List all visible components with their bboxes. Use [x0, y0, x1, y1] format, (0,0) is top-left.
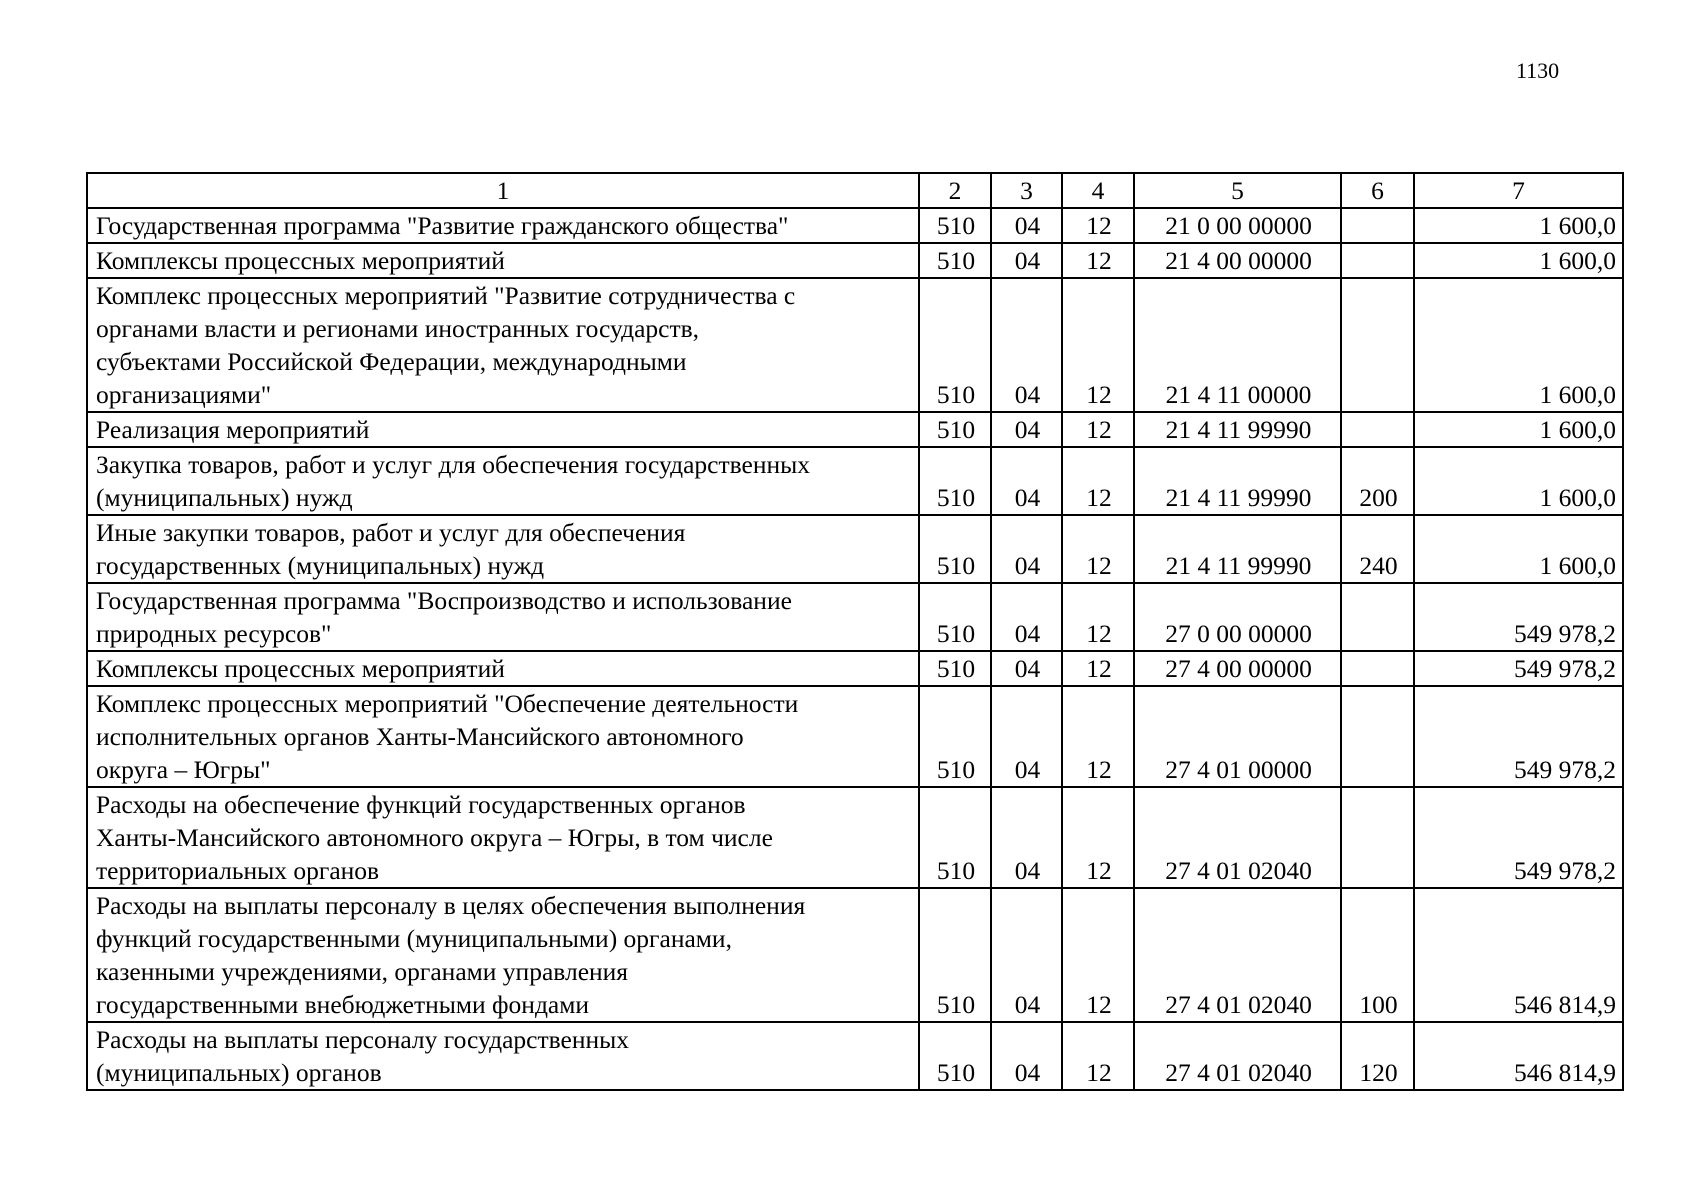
table-row [87, 515, 1623, 583]
cell-name: Расходы на выплаты персоналу государственных (муниципальных) органов [87, 1022, 919, 1090]
cell-target-article: 27 4 00 00000 [1134, 651, 1341, 686]
cell-target-article: 21 4 00 00000 [1134, 243, 1341, 278]
cell-subsection: 12 [1062, 208, 1134, 243]
cell-target-article: 27 4 01 02040 [1134, 787, 1341, 888]
cell-subsection: 12 [1062, 787, 1134, 888]
cell-amount: 549 978,2 [1414, 787, 1623, 888]
column-header-expense-type: 6 [1341, 173, 1414, 208]
cell-subsection: 12 [1062, 686, 1134, 787]
cell-section: 04 [991, 686, 1062, 787]
column-header-name: 1 [87, 173, 919, 208]
cell-expense-type [1341, 243, 1414, 278]
cell-name: Реализация мероприятий [87, 412, 919, 447]
cell-amount: 549 978,2 [1414, 651, 1623, 686]
cell-section: 04 [991, 278, 1062, 412]
cell-amount: 1 600,0 [1414, 208, 1623, 243]
cell-amount: 546 814,9 [1414, 888, 1623, 1022]
cell-name: Комплекс процессных мероприятий "Обеспечение деятельности исполнительных органов Ханты-Мансийского автономного округа – Югры" [87, 686, 919, 787]
cell-name: Иные закупки товаров, работ и услуг для обеспечения государственных (муниципальных) нужд [87, 515, 919, 583]
cell-name: Государственная программа "Воспроизводство и использование природных ресурсов" [87, 583, 919, 651]
cell-grbs: 510 [919, 447, 991, 515]
cell-grbs: 510 [919, 412, 991, 447]
cell-subsection: 12 [1062, 412, 1134, 447]
cell-amount: 1 600,0 [1414, 447, 1623, 515]
cell-amount: 1 600,0 [1414, 515, 1623, 583]
cell-subsection: 12 [1062, 583, 1134, 651]
cell-target-article: 27 4 01 00000 [1134, 686, 1341, 787]
cell-target-article: 21 4 11 99990 [1134, 515, 1341, 583]
cell-name: Закупка товаров, работ и услуг для обеспечения государственных (муниципальных) нужд [87, 447, 919, 515]
cell-name: Комплексы процессных мероприятий [87, 243, 919, 278]
table-row [87, 787, 1623, 888]
cell-section: 04 [991, 651, 1062, 686]
cell-grbs: 510 [919, 787, 991, 888]
cell-expense-type: 100 [1341, 888, 1414, 1022]
cell-grbs: 510 [919, 686, 991, 787]
cell-amount: 1 600,0 [1414, 278, 1623, 412]
column-header-subsection: 4 [1062, 173, 1134, 208]
cell-name: Государственная программа "Развитие гражданского общества" [87, 208, 919, 243]
column-header-target-article: 5 [1134, 173, 1341, 208]
table-row [87, 447, 1623, 515]
cell-target-article: 21 4 11 99990 [1134, 447, 1341, 515]
cell-grbs: 510 [919, 888, 991, 1022]
budget-table [86, 172, 1624, 1091]
header-row [87, 173, 1623, 208]
cell-subsection: 12 [1062, 888, 1134, 1022]
cell-expense-type [1341, 787, 1414, 888]
cell-grbs: 510 [919, 651, 991, 686]
cell-expense-type [1341, 686, 1414, 787]
cell-section: 04 [991, 888, 1062, 1022]
cell-section: 04 [991, 243, 1062, 278]
table-row [87, 208, 1623, 243]
cell-amount: 549 978,2 [1414, 583, 1623, 651]
cell-expense-type: 240 [1341, 515, 1414, 583]
cell-target-article: 27 0 00 00000 [1134, 583, 1341, 651]
cell-section: 04 [991, 515, 1062, 583]
cell-target-article: 27 4 01 02040 [1134, 888, 1341, 1022]
cell-expense-type [1341, 208, 1414, 243]
page-number: 1130 [1516, 58, 1560, 83]
cell-expense-type [1341, 651, 1414, 686]
cell-grbs: 510 [919, 243, 991, 278]
cell-subsection: 12 [1062, 1022, 1134, 1090]
table-row [87, 686, 1623, 787]
cell-subsection: 12 [1062, 515, 1134, 583]
cell-section: 04 [991, 447, 1062, 515]
table-row [87, 651, 1623, 686]
cell-section: 04 [991, 412, 1062, 447]
column-header-section: 3 [991, 173, 1062, 208]
cell-section: 04 [991, 1022, 1062, 1090]
cell-target-article: 27 4 01 02040 [1134, 1022, 1341, 1090]
cell-grbs: 510 [919, 515, 991, 583]
cell-grbs: 510 [919, 278, 991, 412]
column-header-grbs: 2 [919, 173, 991, 208]
cell-target-article: 21 0 00 00000 [1134, 208, 1341, 243]
table-body [87, 208, 1623, 1090]
cell-expense-type: 200 [1341, 447, 1414, 515]
table-row [87, 412, 1623, 447]
table-row [87, 888, 1623, 1022]
cell-amount: 546 814,9 [1414, 1022, 1623, 1090]
table-row [87, 1022, 1623, 1090]
cell-name: Комплексы процессных мероприятий [87, 651, 919, 686]
cell-amount: 1 600,0 [1414, 412, 1623, 447]
cell-subsection: 12 [1062, 278, 1134, 412]
cell-amount: 549 978,2 [1414, 686, 1623, 787]
cell-subsection: 12 [1062, 243, 1134, 278]
table-row [87, 583, 1623, 651]
cell-grbs: 510 [919, 583, 991, 651]
cell-section: 04 [991, 583, 1062, 651]
table-row [87, 243, 1623, 278]
cell-name: Комплекс процессных мероприятий "Развитие сотрудничества с органами власти и регионами иностранных государств, субъектами Российской Федерации, международными организациями" [87, 278, 919, 412]
cell-expense-type: 120 [1341, 1022, 1414, 1090]
cell-name: Расходы на обеспечение функций государственных органов Ханты-Мансийского автономного округа – Югры, в том числе территориальных органов [87, 787, 919, 888]
cell-subsection: 12 [1062, 447, 1134, 515]
cell-expense-type [1341, 412, 1414, 447]
cell-section: 04 [991, 787, 1062, 888]
column-header-amount: 7 [1414, 173, 1623, 208]
cell-expense-type [1341, 278, 1414, 412]
cell-grbs: 510 [919, 1022, 991, 1090]
cell-grbs: 510 [919, 208, 991, 243]
cell-section: 04 [991, 208, 1062, 243]
table-row [87, 278, 1623, 412]
cell-subsection: 12 [1062, 651, 1134, 686]
cell-name: Расходы на выплаты персоналу в целях обеспечения выполнения функций государственными (муниципальными) органами, казенными учреждениями, органами управления государственными внебюджетными фондами [87, 888, 919, 1022]
cell-target-article: 21 4 11 99990 [1134, 412, 1341, 447]
cell-target-article: 21 4 11 00000 [1134, 278, 1341, 412]
cell-amount: 1 600,0 [1414, 243, 1623, 278]
cell-expense-type [1341, 583, 1414, 651]
